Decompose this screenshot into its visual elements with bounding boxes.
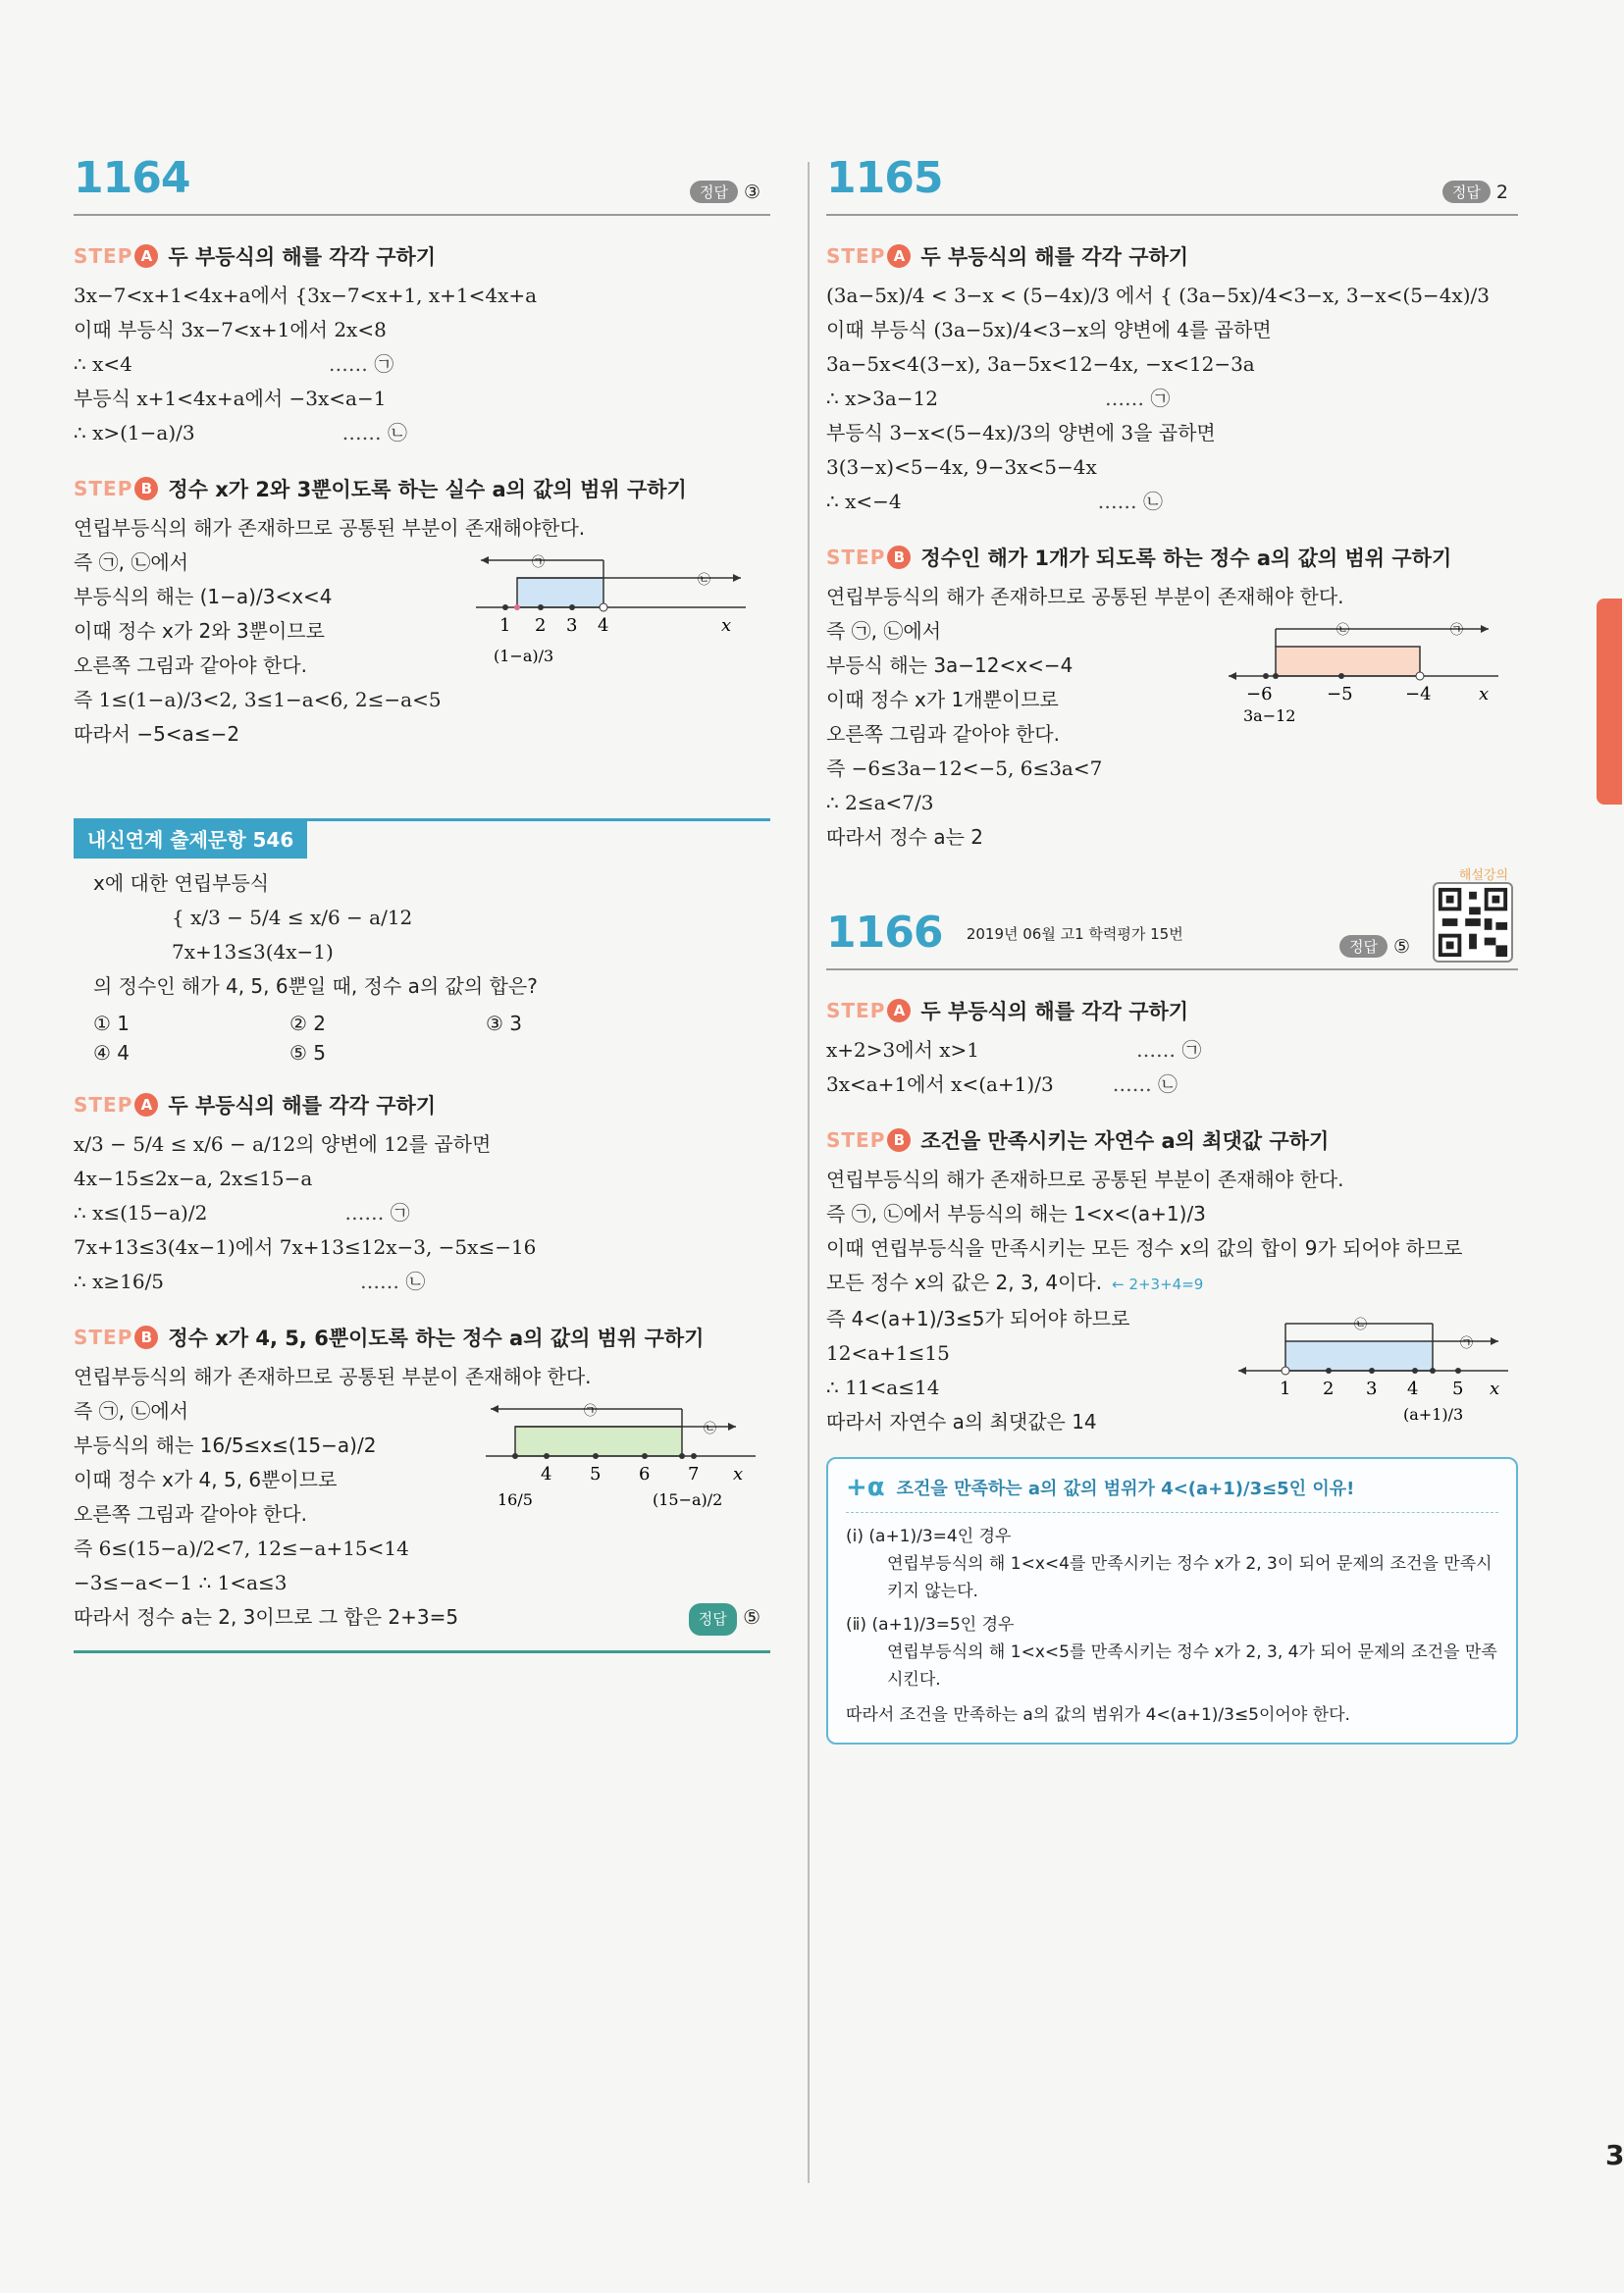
qr-title: 해설강의: [1458, 868, 1508, 883]
solution-line: 즉 1≤(1−a)/3<2, 3≤1−a<6, 2≤−a<5: [74, 688, 442, 711]
nl-label-2: ㉡: [698, 573, 711, 588]
plus-alpha-title: 조건을 만족하는 a의 값의 범위가 4<(a+1)/3≤5인 이유!: [896, 1479, 1355, 1499]
solution-line: 이때 정수 x가 2와 3뿐이므로: [74, 619, 325, 643]
step-label: STEP: [826, 546, 886, 569]
solution-line: [74, 1602, 770, 1633]
equation-ref: …… ㉠: [328, 352, 394, 376]
solution-line: 부등식 해는 3a−12<x<−4: [826, 653, 1074, 677]
solution-line: 즉 4<(a+1)/3≤5가 되어야 하므로: [826, 1307, 1130, 1330]
solution-text: ∴ x≥16/5: [74, 1270, 165, 1293]
problem-header-1164: [74, 153, 770, 216]
number-line-1164: [476, 548, 751, 676]
choice: ⑤ 5: [289, 1041, 327, 1065]
number-line-546: [486, 1397, 760, 1525]
solution-line: 이때 연립부등식을 만족시키는 모든 정수 x의 값의 합이 9가 되어야 하므로: [826, 1236, 1463, 1260]
tick-label: 4: [598, 615, 609, 636]
step-letter: B: [887, 1128, 911, 1152]
solution-line: 이때 부등식 3x−7<x+1에서 2x<8: [74, 318, 387, 341]
solution-text: ∴ x>(1−a)/3: [74, 421, 195, 444]
answer-value: ⑤: [743, 1605, 760, 1629]
step-letter: A: [887, 244, 911, 268]
solution-line: 따라서 정수 a는 2: [826, 825, 983, 849]
question-line: 의 정수인 해가 4, 5, 6뿐일 때, 정수 a의 값의 합은?: [93, 974, 538, 998]
solution-line: x/3 − 5/4 ≤ x/6 − a/12의 양변에 12를 곱하면: [74, 1132, 492, 1156]
plus-alpha-box: [826, 1457, 1518, 1745]
equation-ref: …… ㉡: [341, 421, 407, 444]
step-b-heading: [826, 543, 1518, 572]
solution-line: [74, 349, 770, 380]
equation-ref: …… ㉡: [1112, 1072, 1179, 1096]
tick-sub-label: 16/5: [498, 1490, 533, 1509]
chapter-tab: [1597, 599, 1622, 805]
choice: ④ 4: [93, 1041, 131, 1065]
answer-tag: 정답: [1339, 935, 1388, 958]
solution-line: 즉 6≤(15−a)/2<7, 12≤−a+15<14: [74, 1537, 409, 1560]
solution-line: 3x−7<x+1<4x+a에서 {3x−7<x+1, x+1<4x+a: [74, 284, 538, 307]
step-letter: A: [134, 244, 158, 268]
plus-alpha-icon: +α: [846, 1473, 885, 1502]
left-column: [74, 153, 770, 1653]
tick-label: −6: [1246, 684, 1273, 704]
nl-label-1: ㉠: [584, 1404, 598, 1419]
answer-value: ③: [743, 181, 760, 203]
answer-box: [689, 1602, 760, 1636]
solution-line: 12<a+1≤15: [826, 1341, 950, 1365]
equation-ref: …… ㉠: [1104, 387, 1171, 410]
solution-line: 7x+13≤3(4x−1)에서 7x+13≤12x−3, −5x≤−16: [74, 1235, 537, 1259]
solution-line: 이때 부등식 (3a−5x)/4<3−x의 양변에 4를 곱하면: [826, 318, 1272, 341]
answer-value: 2: [1495, 181, 1508, 203]
step-title: 두 부등식의 해를 각각 구하기: [920, 1000, 1189, 1023]
step-title: 두 부등식의 해를 각각 구하기: [920, 245, 1189, 269]
problem-number: 1165: [826, 153, 943, 203]
solution-text: ∴ x>3a−12: [826, 387, 938, 410]
solution-line: [826, 1069, 1518, 1100]
solution-line: 3a−5x<4(3−x), 3a−5x<12−4x, −x<12−3a: [826, 352, 1255, 376]
solution-line: 오른쪽 그림과 같아야 한다.: [74, 653, 307, 677]
problem-source: 2019년 06월 고1 학력평가 15번: [966, 925, 1183, 943]
question-line: { x/3 − 5/4 ≤ x/6 − a/12: [172, 906, 413, 929]
solution-line: 오른쪽 그림과 같아야 한다.: [74, 1502, 307, 1526]
solution-line: (3a−5x)/4 < 3−x < (5−4x)/3 에서 { (3a−5x)/4<3−x, 3−x<(5−4x)/3: [826, 284, 1490, 307]
tick-label: 1: [499, 615, 511, 636]
step-title: 두 부등식의 해를 각각 구하기: [168, 1094, 437, 1118]
solution-line: 이때 정수 x가 4, 5, 6뿐이므로: [74, 1468, 338, 1491]
solution-line: 3(3−x)<5−4x, 9−3x<5−4x: [826, 455, 1097, 479]
hint-note: ← 2+3+4=9: [1112, 1276, 1204, 1293]
plus-alpha-header: [846, 1473, 1498, 1513]
answer-tag: 정답: [1442, 181, 1491, 203]
answer-value: ⑤: [1392, 935, 1410, 958]
problem-header-1166: [826, 868, 1518, 970]
solution-text: 모든 정수 x의 값은 2, 3, 4이다.: [826, 1271, 1103, 1294]
solution-text: x+2>3에서 x>1: [826, 1038, 980, 1062]
step-b-body: [74, 513, 770, 750]
tick-label: 3: [566, 615, 578, 636]
case-text: 연립부등식의 해 1<x<4를 만족시키는 정수 x가 2, 3이 되어 문제의 조건을 만족시키지 않는다.: [887, 1554, 1493, 1601]
problem-number: 1166: [826, 908, 943, 958]
nl-label-2: ㉠: [1450, 623, 1464, 638]
step-letter: B: [887, 546, 911, 569]
tick-label: x: [1479, 684, 1490, 704]
tick-label: 3: [1366, 1379, 1378, 1399]
solution-line: ∴ 2≤a<7/3: [826, 791, 934, 814]
conclusion-text: 따라서 조건을 만족하는 a의 값의 범위가 4<(a+1)/3≤5이어야 한다.: [846, 1705, 1350, 1725]
solution-line: 즉 −6≤3a−12<−5, 6≤3a<7: [826, 756, 1103, 780]
step-a-heading: [826, 241, 1518, 271]
equation-ref: …… ㉠: [1136, 1038, 1202, 1062]
step-b-heading: [826, 1125, 1518, 1155]
tick-label: −5: [1327, 684, 1353, 704]
tick-label: −4: [1405, 684, 1432, 704]
solution-line: 연립부등식의 해가 존재하므로 공통된 부분이 존재해야한다.: [74, 516, 586, 540]
step-b-heading: [74, 1323, 770, 1352]
tick-label: x: [1490, 1379, 1500, 1399]
solution-line: [74, 418, 770, 448]
related-problem-546: [74, 818, 770, 1653]
step-title: 조건을 만족시키는 자연수 a의 최댓값 구하기: [920, 1129, 1330, 1153]
answer-box: [1442, 181, 1508, 203]
tick-label: x: [733, 1464, 744, 1485]
equation-ref: …… ㉡: [1097, 490, 1163, 513]
number-line-1165: [1229, 617, 1503, 725]
solution-line: 연립부등식의 해가 존재하므로 공통된 부분이 존재해야 한다.: [74, 1365, 592, 1388]
solution-text: 3x<a+1에서 x<(a+1)/3: [826, 1072, 1054, 1096]
step-b-body: [826, 1165, 1518, 1437]
solution-text: ∴ x<−4: [826, 490, 902, 513]
solution-line: 부등식의 해는 16/5≤x≤(15−a)/2: [74, 1433, 377, 1457]
step-label: STEP: [826, 244, 886, 268]
solution-text: 따라서 정수 a는 2, 3이므로 그 합은 2+3=5: [74, 1605, 459, 1629]
solution-line: −3≤−a<−1 ∴ 1<a≤3: [74, 1571, 288, 1594]
step-a-heading: [826, 996, 1518, 1025]
solution-line: [74, 1198, 770, 1228]
tick-label: 5: [590, 1464, 602, 1485]
answer-box: [1339, 935, 1410, 958]
nl-label-1: ㉡: [1336, 623, 1350, 638]
step-label: STEP: [74, 244, 133, 268]
solution-line: 따라서 자연수 a의 최댓값은 14: [826, 1410, 1097, 1433]
case-title: (ⅱ) (a+1)/3=5인 경우: [846, 1615, 1015, 1635]
step-label: STEP: [74, 477, 133, 500]
solution-line: [826, 384, 1518, 414]
solution-line: [74, 1267, 770, 1297]
step-title: 정수 x가 2와 3뿐이도록 하는 실수 a의 값의 범위 구하기: [168, 478, 687, 501]
tick-label: 4: [1407, 1379, 1419, 1399]
solution-line: 부등식 3−x<(5−4x)/3의 양변에 3을 곱하면: [826, 421, 1216, 444]
nl-label-1: ㉠: [532, 555, 546, 570]
step-label: STEP: [826, 1128, 886, 1152]
step-label: STEP: [74, 1326, 133, 1349]
solution-line: [826, 487, 1518, 517]
solution-line: ∴ 11<a≤14: [826, 1376, 940, 1399]
solution-line: 연립부등식의 해가 존재하므로 공통된 부분이 존재해야 한다.: [826, 1168, 1344, 1191]
answer-tag: 정답: [689, 1603, 737, 1636]
choice: ① 1: [93, 1012, 131, 1035]
related-problem-banner: 내신연계 출제문항 546: [74, 818, 307, 859]
choices: [93, 1012, 770, 1065]
answer-box: [690, 181, 760, 203]
step-title: 정수 x가 4, 5, 6뿐이도록 하는 정수 a의 값의 범위 구하기: [168, 1327, 705, 1350]
solution-line: [826, 1268, 1518, 1300]
problem-number: 1164: [74, 153, 190, 203]
nl-label-1: ㉡: [1354, 1318, 1368, 1332]
right-column: [826, 153, 1518, 1745]
choice: ③ 3: [486, 1012, 523, 1035]
step-letter: B: [134, 477, 158, 500]
step-title: 정수인 해가 1개가 되도록 하는 정수 a의 값의 범위 구하기: [920, 547, 1452, 570]
solution-line: 즉 ㉠, ㉡에서: [74, 1399, 189, 1423]
tick-label: 6: [639, 1464, 651, 1485]
solution-line: 이때 정수 x가 1개뿐이므로: [826, 688, 1059, 711]
solution-text: ∴ x≤(15−a)/2: [74, 1201, 208, 1225]
solution-line: 부등식의 해는 (1−a)/3<x<4: [74, 585, 333, 608]
solution-line: 오른쪽 그림과 같아야 한다.: [826, 722, 1060, 746]
step-label: STEP: [826, 999, 886, 1022]
equation-ref: …… ㉡: [360, 1270, 426, 1293]
question-line: 7x+13≤3(4x−1): [172, 940, 334, 964]
question-line: x에 대한 연립부등식: [93, 871, 270, 895]
step-letter: B: [134, 1326, 158, 1349]
tick-sub-label: (15−a)/2: [653, 1490, 723, 1509]
solution-text: ∴ x<4: [74, 352, 132, 376]
tick-label: 7: [688, 1464, 700, 1485]
section-end-rule: [74, 1650, 770, 1653]
tick-sub-label: 3a−12: [1243, 706, 1296, 725]
answer-tag: 정답: [690, 181, 738, 203]
solution-line: 즉 ㉠, ㉡에서: [74, 550, 189, 574]
number-line-1166: [1238, 1312, 1513, 1439]
step-letter: A: [134, 1093, 158, 1117]
solution-line: 4x−15≤2x−a, 2x≤15−a: [74, 1167, 313, 1190]
tick-label: 1: [1280, 1379, 1291, 1399]
tick-sub-label: (1−a)/3: [494, 647, 554, 665]
solution-line: 연립부등식의 해가 존재하므로 공통된 부분이 존재해야 한다.: [826, 585, 1344, 608]
problem-header-1165: [826, 153, 1518, 216]
tick-label: 4: [541, 1464, 552, 1485]
tick-sub-label: (a+1)/3: [1403, 1405, 1464, 1424]
step-a-heading: [74, 241, 770, 271]
step-b-heading: [74, 474, 770, 503]
case-text: 연립부등식의 해 1<x<5를 만족시키는 정수 x가 2, 3, 4가 되어 문제의 조건을 만족시킨다.: [887, 1642, 1497, 1690]
tick-label: 5: [1452, 1379, 1464, 1399]
tick-label: x: [721, 615, 732, 636]
step-title: 두 부등식의 해를 각각 구하기: [168, 245, 437, 269]
nl-label-2: ㉠: [1460, 1336, 1474, 1351]
choice: ② 2: [289, 1012, 327, 1035]
rule: [74, 818, 770, 821]
solution-line: 부등식 x+1<4x+a에서 −3x<a−1: [74, 387, 387, 410]
tick-label: 2: [535, 615, 547, 636]
step-b-body: [826, 582, 1518, 853]
nl-label-2: ㉡: [704, 1422, 717, 1436]
solution-line: 즉 ㉠, ㉡에서: [826, 619, 942, 643]
step-letter: A: [887, 999, 911, 1022]
step-b-body: [74, 1362, 770, 1633]
qr-code-icon[interactable]: [1433, 882, 1513, 963]
tick-label: 2: [1323, 1379, 1335, 1399]
case-title: (ⅰ) (a+1)/3=4인 경우: [846, 1527, 1012, 1546]
solution-line: [826, 1035, 1518, 1066]
equation-ref: …… ㉠: [344, 1201, 410, 1225]
step-a-heading: [74, 1090, 770, 1120]
step-label: STEP: [74, 1093, 133, 1117]
page-number: 3: [1605, 2139, 1624, 2171]
solution-line: 즉 ㉠, ㉡에서 부등식의 해는 1<x<(a+1)/3: [826, 1202, 1206, 1225]
solution-line: 따라서 −5<a≤−2: [74, 722, 240, 746]
column-divider: [808, 162, 810, 2183]
